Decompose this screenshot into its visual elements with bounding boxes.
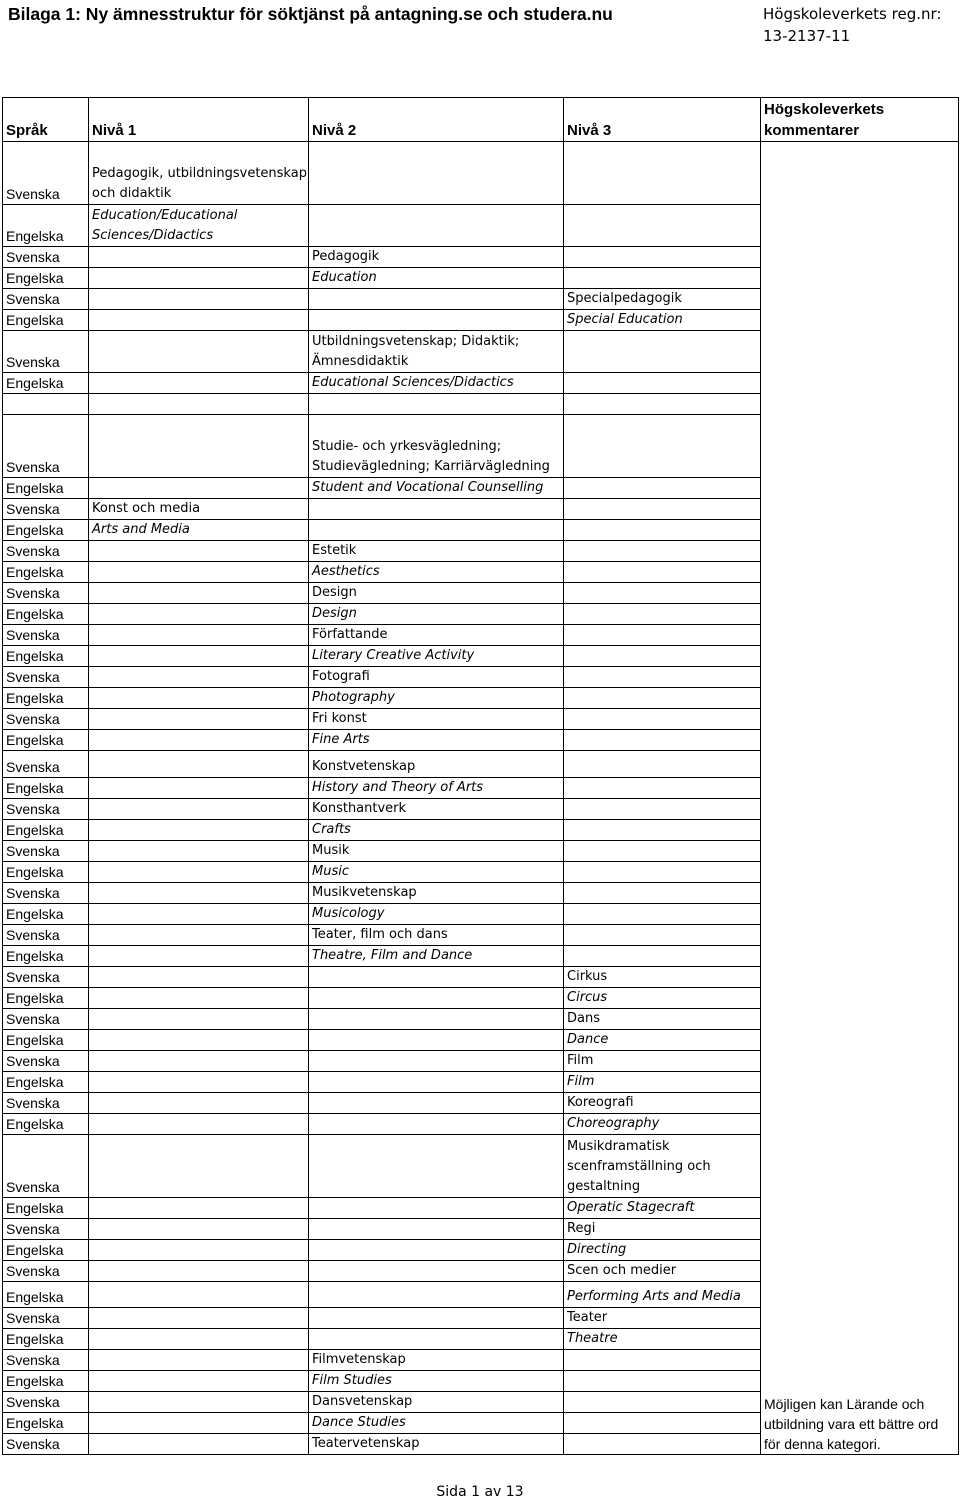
subject-structure-table — [2, 97, 959, 1455]
level-1-cell — [89, 478, 309, 499]
level-3-cell — [564, 1350, 761, 1371]
language-cell: Svenska — [3, 751, 89, 778]
language-cell: Svenska — [3, 1434, 89, 1455]
level-2-cell: Musicology — [309, 904, 564, 925]
level-2-cell — [309, 289, 564, 310]
level-3-cell: Theatre — [564, 1329, 761, 1350]
language-cell: Engelska — [3, 1329, 89, 1350]
language-cell: Engelska — [3, 1198, 89, 1219]
level-1-cell — [89, 646, 309, 667]
level-2-cell — [309, 988, 564, 1009]
level-2-cell: Design — [309, 583, 564, 604]
level-3-cell — [564, 646, 761, 667]
registration-value: 13-2137-11 — [763, 27, 851, 45]
level-2-cell — [309, 1198, 564, 1219]
level-2-cell: Film Studies — [309, 1371, 564, 1392]
level-2-cell: Educational Sciences/Didactics — [309, 373, 564, 394]
level-1-cell — [89, 1093, 309, 1114]
language-cell: Svenska — [3, 331, 89, 373]
level-3-cell: Performing Arts and Media — [564, 1282, 761, 1308]
level-1-cell — [89, 1009, 309, 1030]
level-1-cell: Pedagogik, utbildningsvetenskap och didaktik — [89, 142, 309, 205]
table-row — [3, 142, 959, 205]
level-1-cell — [89, 778, 309, 799]
level-3-cell — [564, 925, 761, 946]
level-1-cell — [89, 394, 309, 415]
language-cell: Svenska — [3, 1392, 89, 1413]
header-level-3: Nivå 3 — [564, 98, 761, 142]
level-1-cell — [89, 841, 309, 862]
language-cell: Engelska — [3, 1072, 89, 1093]
language-cell: Svenska — [3, 883, 89, 904]
language-cell: Svenska — [3, 142, 89, 205]
level-1-cell — [89, 1282, 309, 1308]
level-3-cell — [564, 904, 761, 925]
language-cell: Engelska — [3, 604, 89, 625]
level-2-cell — [309, 967, 564, 988]
level-2-cell: Filmvetenskap — [309, 1350, 564, 1371]
level-3-cell: Special Education — [564, 310, 761, 331]
language-cell: Engelska — [3, 778, 89, 799]
level-3-cell: Scen och medier — [564, 1261, 761, 1282]
level-1-cell — [89, 1135, 309, 1198]
language-cell: Svenska — [3, 1308, 89, 1329]
document-title: Bilaga 1: Ny ämnesstruktur för söktjänst på antagning.se och studera.nu — [8, 4, 613, 24]
level-2-cell — [309, 1240, 564, 1261]
level-2-cell: Theatre, Film and Dance — [309, 946, 564, 967]
level-3-cell — [564, 604, 761, 625]
level-3-cell — [564, 1392, 761, 1413]
level-2-cell: Fine Arts — [309, 730, 564, 751]
level-3-cell — [564, 730, 761, 751]
level-1-cell — [89, 604, 309, 625]
level-3-cell: Dans — [564, 1009, 761, 1030]
level-1-cell — [89, 310, 309, 331]
header-level-2: Nivå 2 — [309, 98, 564, 142]
level-3-cell — [564, 541, 761, 562]
level-2-cell — [309, 520, 564, 541]
header-comments: Högskoleverkets kommentarer — [761, 98, 959, 142]
level-1-cell — [89, 1072, 309, 1093]
level-2-cell — [309, 1135, 564, 1198]
language-cell: Engelska — [3, 478, 89, 499]
level-1-cell — [89, 1308, 309, 1329]
language-cell: Svenska — [3, 1093, 89, 1114]
level-3-cell — [564, 142, 761, 205]
language-cell: Svenska — [3, 925, 89, 946]
level-3-cell — [564, 583, 761, 604]
level-1-cell — [89, 709, 309, 730]
level-2-cell — [309, 1051, 564, 1072]
level-3-cell — [564, 862, 761, 883]
language-cell: Svenska — [3, 499, 89, 520]
language-cell: Svenska — [3, 1261, 89, 1282]
language-cell: Svenska — [3, 1051, 89, 1072]
level-2-cell: Aesthetics — [309, 562, 564, 583]
language-cell: Engelska — [3, 373, 89, 394]
language-cell: Svenska — [3, 1135, 89, 1198]
level-3-cell — [564, 499, 761, 520]
level-3-cell — [564, 883, 761, 904]
language-cell: Engelska — [3, 1240, 89, 1261]
level-3-cell: Dance — [564, 1030, 761, 1051]
level-1-cell — [89, 688, 309, 709]
level-2-cell: Teater, film och dans — [309, 925, 564, 946]
level-1-cell — [89, 862, 309, 883]
level-2-cell: Photography — [309, 688, 564, 709]
level-3-cell — [564, 709, 761, 730]
level-3-cell: Operatic Stagecraft — [564, 1198, 761, 1219]
level-1-cell — [89, 1219, 309, 1240]
level-1-cell — [89, 415, 309, 478]
level-3-cell: Film — [564, 1051, 761, 1072]
level-3-cell — [564, 205, 761, 247]
level-2-cell: Crafts — [309, 820, 564, 841]
level-3-cell — [564, 799, 761, 820]
level-1-cell — [89, 1434, 309, 1455]
level-1-cell — [89, 967, 309, 988]
level-3-cell: Film — [564, 1072, 761, 1093]
level-1-cell — [89, 247, 309, 268]
language-cell: Svenska — [3, 625, 89, 646]
level-1-cell — [89, 583, 309, 604]
level-1-cell — [89, 988, 309, 1009]
level-2-cell: Fri konst — [309, 709, 564, 730]
level-2-cell: Music — [309, 862, 564, 883]
language-cell: Engelska — [3, 205, 89, 247]
level-3-cell — [564, 667, 761, 688]
level-3-cell — [564, 778, 761, 799]
level-1-cell — [89, 946, 309, 967]
level-2-cell: Dance Studies — [309, 1413, 564, 1434]
level-1-cell — [89, 1198, 309, 1219]
level-1-cell — [89, 1329, 309, 1350]
language-cell: Engelska — [3, 730, 89, 751]
level-2-cell — [309, 142, 564, 205]
language-cell: Engelska — [3, 1030, 89, 1051]
level-3-cell: Specialpedagogik — [564, 289, 761, 310]
language-cell: Svenska — [3, 1009, 89, 1030]
level-1-cell — [89, 1114, 309, 1135]
level-1-cell — [89, 1030, 309, 1051]
level-2-cell — [309, 499, 564, 520]
level-2-cell — [309, 1219, 564, 1240]
level-2-cell — [309, 1093, 564, 1114]
level-2-cell: Education — [309, 268, 564, 289]
level-3-cell — [564, 1371, 761, 1392]
table-body — [3, 142, 959, 1455]
level-3-cell: Koreografi — [564, 1093, 761, 1114]
level-3-cell — [564, 331, 761, 373]
header-language: Språk — [3, 98, 89, 142]
level-3-cell — [564, 520, 761, 541]
level-1-cell — [89, 1371, 309, 1392]
level-2-cell — [309, 1261, 564, 1282]
language-cell: Engelska — [3, 1114, 89, 1135]
language-cell: Svenska — [3, 247, 89, 268]
level-3-cell — [564, 1413, 761, 1434]
level-2-cell — [309, 1282, 564, 1308]
level-2-cell: Teatervetenskap — [309, 1434, 564, 1455]
language-cell: Svenska — [3, 1350, 89, 1371]
level-3-cell — [564, 1434, 761, 1455]
level-1-cell — [89, 799, 309, 820]
language-cell: Engelska — [3, 562, 89, 583]
table-header-row — [3, 98, 959, 142]
level-2-cell: Musik — [309, 841, 564, 862]
level-2-cell — [309, 310, 564, 331]
level-3-cell: Circus — [564, 988, 761, 1009]
level-2-cell: Estetik — [309, 541, 564, 562]
level-3-cell — [564, 688, 761, 709]
level-3-cell — [564, 820, 761, 841]
level-2-cell: History and Theory of Arts — [309, 778, 564, 799]
language-cell: Engelska — [3, 1282, 89, 1308]
level-3-cell — [564, 268, 761, 289]
level-3-cell — [564, 394, 761, 415]
level-3-cell: Choreography — [564, 1114, 761, 1135]
language-cell: Svenska — [3, 289, 89, 310]
language-cell: Engelska — [3, 646, 89, 667]
registration-number — [763, 3, 941, 47]
level-2-cell — [309, 1308, 564, 1329]
level-1-cell — [89, 1261, 309, 1282]
level-1-cell — [89, 751, 309, 778]
language-cell: Svenska — [3, 583, 89, 604]
level-1-cell — [89, 820, 309, 841]
level-3-cell — [564, 478, 761, 499]
level-1-cell: Konst och media — [89, 499, 309, 520]
level-2-cell — [309, 205, 564, 247]
level-3-cell — [564, 946, 761, 967]
language-cell: Engelska — [3, 1413, 89, 1434]
level-2-cell — [309, 1329, 564, 1350]
level-3-cell: Directing — [564, 1240, 761, 1261]
level-2-cell: Utbildningsvetenskap; Didaktik; Ämnesdidaktik — [309, 331, 564, 373]
level-1-cell — [89, 1051, 309, 1072]
level-1-cell: Education/Educational Sciences/Didactics — [89, 205, 309, 247]
language-cell: Svenska — [3, 967, 89, 988]
language-cell: Engelska — [3, 988, 89, 1009]
level-3-cell: Cirkus — [564, 967, 761, 988]
level-2-cell — [309, 1072, 564, 1093]
level-2-cell: Musikvetenskap — [309, 883, 564, 904]
level-1-cell — [89, 541, 309, 562]
level-2-cell — [309, 1030, 564, 1051]
level-1-cell — [89, 667, 309, 688]
header-level-1: Nivå 1 — [89, 98, 309, 142]
level-2-cell: Fotografi — [309, 667, 564, 688]
language-cell: Engelska — [3, 688, 89, 709]
language-cell: Svenska — [3, 709, 89, 730]
level-3-cell — [564, 625, 761, 646]
level-3-cell — [564, 562, 761, 583]
language-cell: Svenska — [3, 1219, 89, 1240]
language-cell: Engelska — [3, 904, 89, 925]
registration-label: Högskoleverkets reg.nr: — [763, 5, 942, 23]
level-1-cell — [89, 289, 309, 310]
level-2-cell: Pedagogik — [309, 247, 564, 268]
level-3-cell — [564, 751, 761, 778]
level-3-cell: Regi — [564, 1219, 761, 1240]
language-cell: Engelska — [3, 820, 89, 841]
level-3-cell — [564, 247, 761, 268]
language-cell: Svenska — [3, 415, 89, 478]
level-2-cell: Student and Vocational Counselling — [309, 478, 564, 499]
language-cell: Svenska — [3, 799, 89, 820]
language-cell: Engelska — [3, 1371, 89, 1392]
level-1-cell — [89, 1413, 309, 1434]
level-2-cell: Konstvetenskap — [309, 751, 564, 778]
language-cell: Engelska — [3, 520, 89, 541]
level-3-cell — [564, 415, 761, 478]
level-1-cell — [89, 1240, 309, 1261]
level-1-cell — [89, 883, 309, 904]
level-2-cell — [309, 394, 564, 415]
level-1-cell — [89, 1350, 309, 1371]
level-3-cell: Teater — [564, 1308, 761, 1329]
language-cell: Engelska — [3, 946, 89, 967]
language-cell: Engelska — [3, 862, 89, 883]
level-1-cell — [89, 730, 309, 751]
language-cell: Svenska — [3, 841, 89, 862]
level-2-cell: Författande — [309, 625, 564, 646]
level-1-cell — [89, 925, 309, 946]
level-1-cell — [89, 1392, 309, 1413]
level-2-cell: Literary Creative Activity — [309, 646, 564, 667]
level-3-cell — [564, 373, 761, 394]
page-footer: Sida 1 av 13 — [436, 1484, 524, 1500]
level-1-cell — [89, 625, 309, 646]
level-2-cell — [309, 1114, 564, 1135]
level-1-cell: Arts and Media — [89, 520, 309, 541]
language-cell: Svenska — [3, 541, 89, 562]
level-1-cell — [89, 331, 309, 373]
language-cell: Engelska — [3, 268, 89, 289]
level-2-cell: Dansvetenskap — [309, 1392, 564, 1413]
level-1-cell — [89, 268, 309, 289]
level-2-cell: Design — [309, 604, 564, 625]
level-1-cell — [89, 562, 309, 583]
language-cell — [3, 394, 89, 415]
level-3-cell — [564, 841, 761, 862]
level-2-cell: Studie- och yrkesvägledning; Studievägledning; Karriärvägledning — [309, 415, 564, 478]
level-1-cell — [89, 373, 309, 394]
level-3-cell: Musikdramatisk scenframställning och gestaltning — [564, 1135, 761, 1198]
comments-cell: Möjligen kan Lärande och utbildning vara ett bättre ord för denna kategori. — [761, 142, 959, 1455]
level-2-cell — [309, 1009, 564, 1030]
level-2-cell: Konsthantverk — [309, 799, 564, 820]
language-cell: Engelska — [3, 310, 89, 331]
level-1-cell — [89, 904, 309, 925]
language-cell: Svenska — [3, 667, 89, 688]
